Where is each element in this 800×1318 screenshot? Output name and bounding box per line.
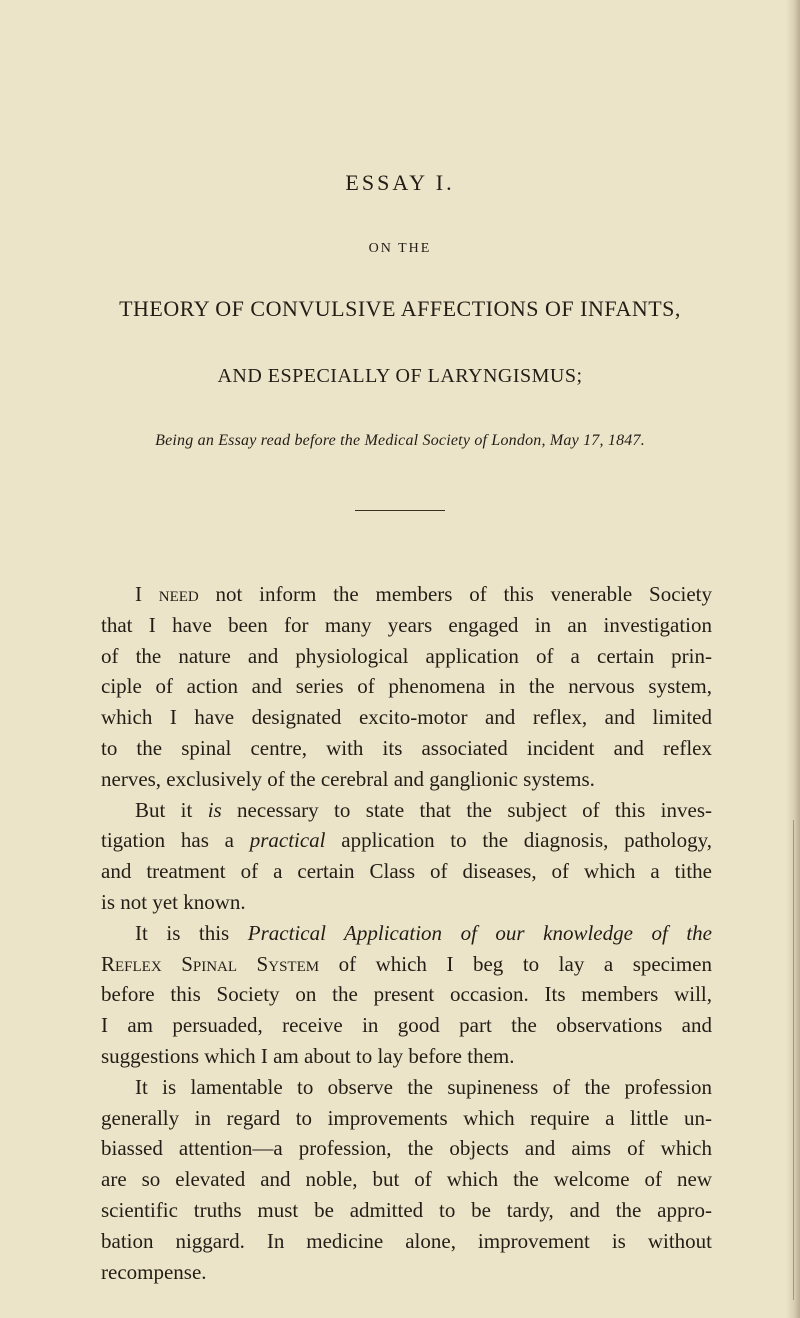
line-text: necessary to state that the subject of this inves-	[221, 797, 712, 822]
title-line-1: THEORY OF CONVULSIVE AFFECTIONS OF INFANTS,	[119, 296, 681, 321]
section-rule	[355, 510, 445, 511]
paragraph-line: suggestions which I am about to lay before them.	[101, 1043, 515, 1068]
paragraph-line	[101, 795, 712, 826]
paragraph-line: nerves, exclusively of the cerebral and ganglionic systems.	[101, 766, 595, 791]
paragraph-3	[101, 918, 712, 1072]
paragraph-line: are so elevated and noble, but of which the welcome of new	[101, 1167, 712, 1192]
page-edge-line	[793, 820, 794, 1300]
paragraph-line: before this Society on the present occasion. Its members will,	[101, 982, 712, 1007]
paragraph-line	[101, 825, 712, 856]
line-text: not inform the members of this venerable Society	[198, 582, 713, 606]
subtitle: Being an Essay read before the Medical Society of London, May 17, 1847.	[155, 432, 645, 449]
paragraph-line	[101, 918, 712, 949]
paragraph-line	[101, 579, 712, 610]
paragraph-line: biassed attention—a profession, the objects and aims of which	[101, 1136, 712, 1161]
paragraph-line: which I have designated excito-motor and reflex, and limited	[101, 705, 712, 730]
line-text: It is this	[135, 920, 248, 945]
paragraph-line	[101, 949, 712, 980]
line-text: of which I beg to lay a specimen	[319, 951, 712, 976]
paragraph-line: It is lamentable to observe the supineness of the profession	[135, 1074, 712, 1099]
on-the-heading: ON THE	[368, 241, 432, 256]
line-text: tigation has a	[101, 828, 250, 853]
paragraph-line: to the spinal centre, with its associated incident and reflex	[101, 735, 712, 760]
paragraph-line: of the nature and physiological application of a certain prin-	[101, 643, 712, 668]
paragraph-line: that I have been for many years engaged in an investigation	[101, 612, 712, 637]
paragraph-4	[101, 1072, 712, 1288]
small-caps-text: Reflex Spinal System	[101, 951, 320, 976]
title-line-2: AND ESPECIALLY OF LARYNGISMUS;	[217, 365, 583, 387]
lead-caps: I need	[135, 582, 199, 606]
body-text	[101, 579, 712, 1287]
paragraph-1	[101, 579, 712, 795]
italic-text: Practical Application of our knowledge of the	[247, 920, 712, 945]
paragraph-line: and treatment of a certain Class of diseases, of which a tithe	[101, 859, 712, 884]
essay-number-heading: ESSAY I.	[345, 170, 455, 195]
italic-text: practical	[249, 828, 326, 853]
line-text: But it	[135, 797, 208, 822]
paragraph-line: I am persuaded, receive in good part the observations and	[101, 1013, 712, 1038]
paragraph-line: bation niggard. In medicine alone, improvement is without	[101, 1228, 712, 1253]
paragraph-line: recompense.	[101, 1259, 207, 1284]
paragraph-line: generally in regard to improvements which require a little un-	[101, 1105, 712, 1130]
paragraph-line: ciple of action and series of phenomena in the nervous system,	[101, 674, 712, 699]
paragraph-line: scientific truths must be admitted to be tardy, and the appro-	[101, 1197, 712, 1222]
line-text: application to the diagnosis, pathology,	[325, 828, 712, 853]
paragraph-line: is not yet known.	[101, 889, 246, 914]
paragraph-2	[101, 795, 712, 918]
italic-text: is	[207, 797, 222, 822]
